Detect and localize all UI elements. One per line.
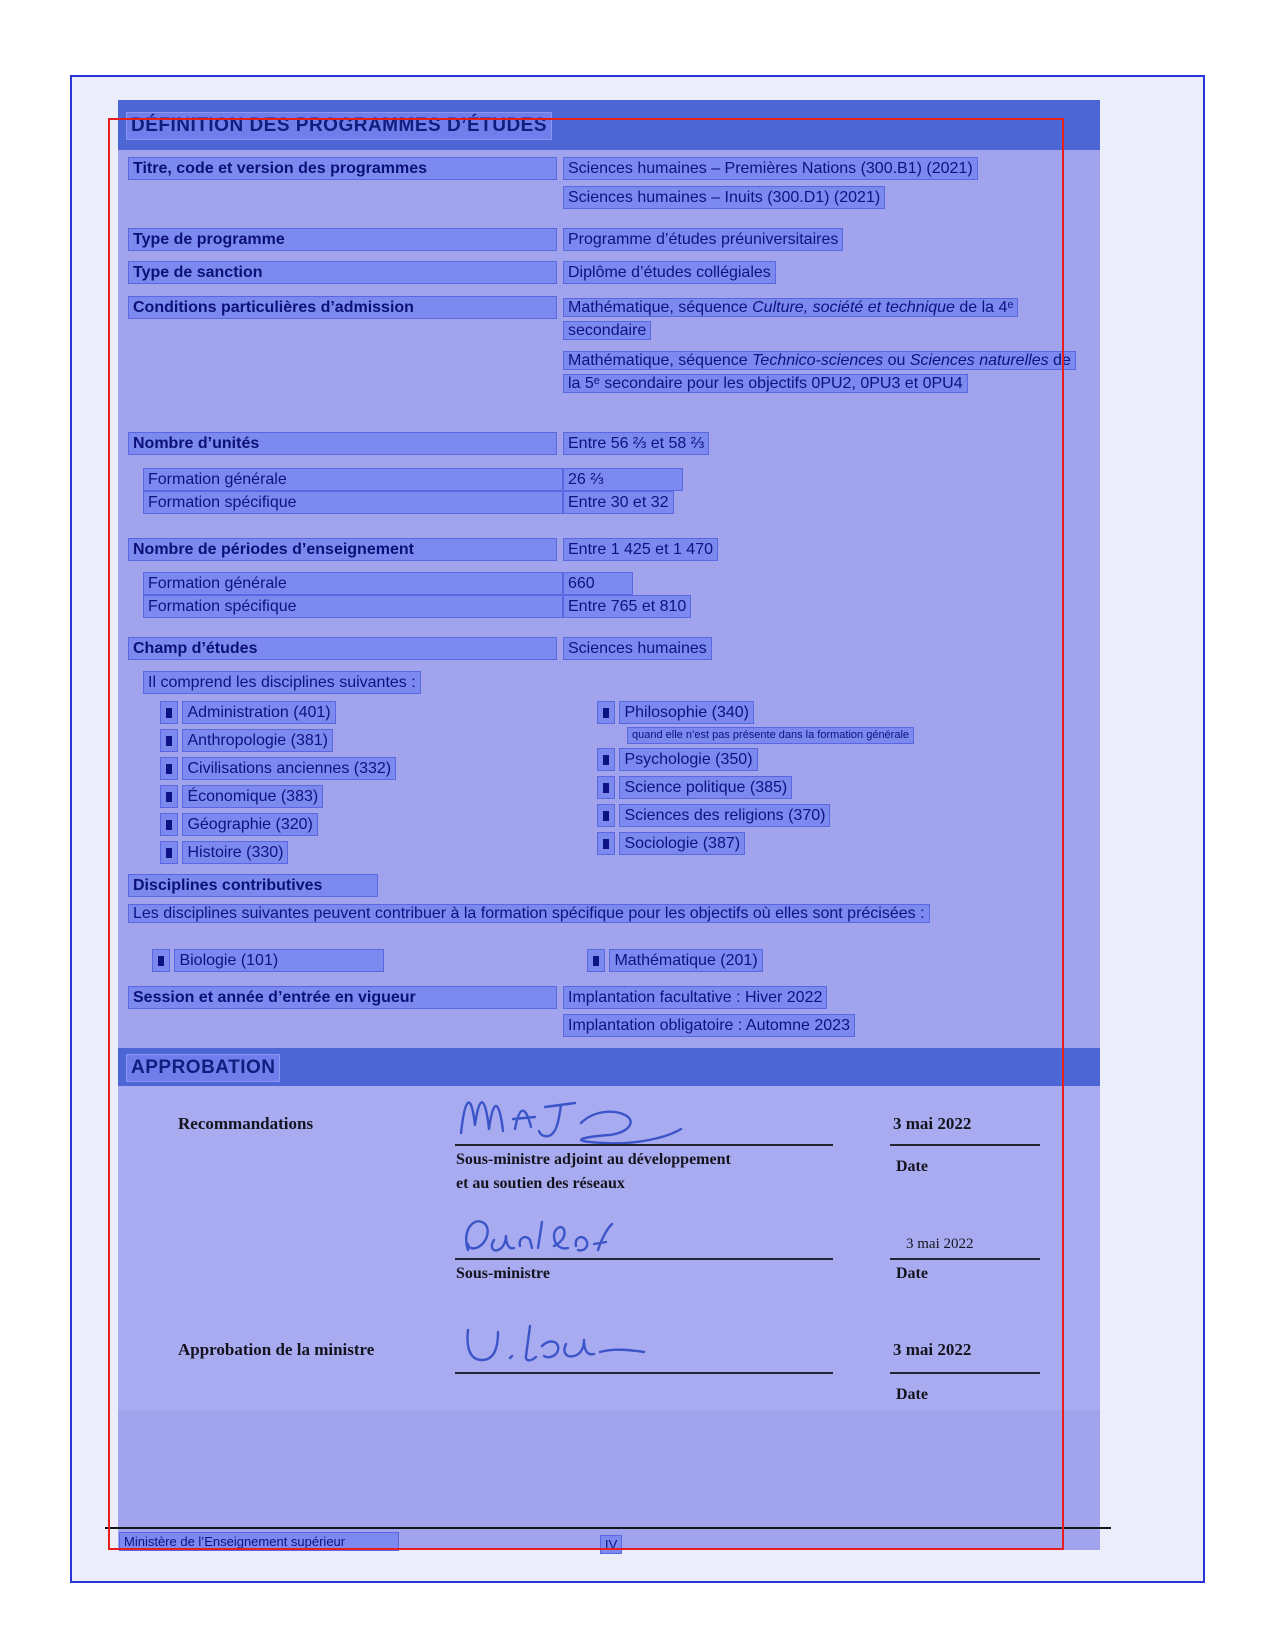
date-line-2 [890,1258,1040,1260]
conditions-paragraph-2 [563,349,1079,395]
unites-value: Entre 56 ⅔ et 58 ⅔ [563,432,709,455]
contributive-item-2 [587,949,763,972]
contributives-label: Disciplines contributives [128,874,378,897]
contributives-intro: Les disciplines suivantes peuvent contribuer à la formation spécifique pour les objectifs où elles sont précisées : [128,904,930,923]
periodes-label: Nombre de périodes d’enseignement [128,538,557,561]
list-item [160,729,396,752]
definition-section-title-wrap [126,112,552,140]
approbation-section-title: APPROBATION [126,1054,280,1082]
contributives-intro-wrap [128,902,1012,925]
signatory-title-2: Sous-ministre [456,1265,550,1282]
signature-sous-ministre [458,1212,638,1260]
periodes-value: Entre 1 425 et 1 470 [563,538,718,561]
footer-divider [105,1527,1111,1529]
approbation-section-title-wrap [126,1054,280,1082]
conditions-p1-run1: Mathématique, séquence [568,299,753,316]
session-label: Session et année d’entrée en vigueur [128,986,557,1009]
bullet-icon [160,785,178,808]
periodes-sub2-value: Entre 765 et 810 [563,595,691,618]
conditions-p2-run5: de la 5ᵉ secondaire pour les objectifs 0PU2, 0PU3 et 0PU4 [568,352,1071,392]
type-sanction-label: Type de sanction [128,261,557,284]
signature-sous-ministre-adjoint [453,1083,693,1145]
bullet-icon [597,701,615,724]
list-item [597,804,914,827]
unites-sub1-value: 26 ⅔ [563,468,683,491]
type-programme-value: Programme d’études préuniversitaires [563,228,843,251]
discipline-item: Philosophie (340) [619,701,754,724]
date-value-1: 3 mai 2022 [893,1114,972,1133]
conditions-p2-italic1: Technico-sciences [752,352,884,369]
disciplines-intro: Il comprend les disciplines suivantes : [143,671,421,694]
signature-ministre [458,1314,658,1372]
document-body [118,100,1100,1550]
unites-sub2-label: Formation spécifique [143,491,563,514]
titre-value-2: Sciences humaines – Inuits (300.D1) (2021) [563,186,885,209]
discipline-item: Sciences des religions (370) [619,804,830,827]
list-item [597,748,914,771]
list-item [597,832,914,855]
date-value-2: 3 mai 2022 [906,1236,974,1252]
date-value-3: 3 mai 2022 [893,1340,972,1359]
discipline-item: Sociologie (387) [619,832,745,855]
conditions-p2-run1: Mathématique, séquence [568,352,753,369]
date-label-3: Date [896,1386,928,1403]
discipline-item: Administration (401) [182,701,335,724]
bullet-icon [587,949,605,972]
list-item [160,841,396,864]
list-item [160,785,396,808]
signatory-title-1-line2: et au soutien des réseaux [456,1175,625,1192]
champ-value: Sciences humaines [563,637,712,660]
signature-line-2 [455,1258,833,1260]
conditions-p1-run3: de la 4ᵉ secondaire [568,299,1014,339]
conditions-p2-run3: ou [883,352,910,369]
list-item [160,813,396,836]
bullet-icon [160,841,178,864]
contributive-discipline: Biologie (101) [174,949,384,972]
approbation-ministre-label: Approbation de la ministre [178,1340,375,1359]
unites-sub2-value: Entre 30 et 32 [563,491,674,514]
periodes-sub1-label: Formation générale [143,572,563,595]
session-value-1: Implantation facultative : Hiver 2022 [563,986,827,1009]
bullet-icon [160,757,178,780]
discipline-item: Géographie (320) [182,813,317,836]
type-programme-label: Type de programme [128,228,557,251]
list-item [160,701,396,724]
conditions-paragraph-1 [563,296,1079,342]
discipline-item: Économique (383) [182,785,323,808]
conditions-p1-italic: Culture, société et technique [752,299,955,316]
session-value-2: Implantation obligatoire : Automne 2023 [563,1014,855,1037]
date-line-3 [890,1372,1040,1374]
disciplines-list-left [160,701,396,869]
footer-ministry: Ministère de l’Enseignement supérieur [119,1532,399,1551]
type-sanction-value: Diplôme d’études collégiales [563,261,776,284]
definition-section-title: DÉFINITION DES PROGRAMMES D’ÉTUDES [126,112,552,140]
date-label-2: Date [896,1265,928,1282]
signature-line-1 [455,1144,833,1146]
bullet-icon [160,701,178,724]
disciplines-list-right [597,701,914,860]
discipline-item: Histoire (330) [182,841,288,864]
discipline-note: quand elle n’est pas présente dans la formation générale [627,727,914,744]
bullet-icon [152,949,170,972]
list-item [160,757,396,780]
discipline-item: Psychologie (350) [619,748,757,771]
contributive-discipline: Mathématique (201) [609,949,762,972]
titre-label: Titre, code et version des programmes [128,157,557,180]
conditions-p2-italic2: Sciences naturelles [909,352,1049,369]
unites-sub1-label: Formation générale [143,468,563,491]
periodes-sub1-value: 660 [563,572,633,595]
recommandations-label: Recommandations [178,1114,314,1133]
date-label-1: Date [896,1158,928,1175]
periodes-sub2-label: Formation spécifique [143,595,563,618]
definition-header-bar [118,100,1100,150]
discipline-item: Anthropologie (381) [182,729,333,752]
approbation-header-bar [118,1048,1100,1086]
contributive-item-1 [152,949,384,972]
bullet-icon [597,776,615,799]
titre-value-1: Sciences humaines – Premières Nations (300.B1) (2021) [563,157,978,180]
footer-page-number: IV [600,1535,622,1554]
date-line-1 [890,1144,1040,1146]
signatory-title-1-line1: Sous-ministre adjoint au développement [456,1151,731,1168]
discipline-item: Civilisations anciennes (332) [182,757,396,780]
conditions-label: Conditions particulières d’admission [128,296,557,319]
discipline-item: Science politique (385) [619,776,792,799]
bullet-icon [160,813,178,836]
bullet-icon [160,729,178,752]
bullet-icon [597,748,615,771]
bullet-icon [597,832,615,855]
list-item [597,701,914,744]
unites-label: Nombre d’unités [128,432,557,455]
bullet-icon [597,804,615,827]
signature-line-3 [455,1372,833,1374]
list-item [597,776,914,799]
champ-label: Champ d’études [128,637,557,660]
